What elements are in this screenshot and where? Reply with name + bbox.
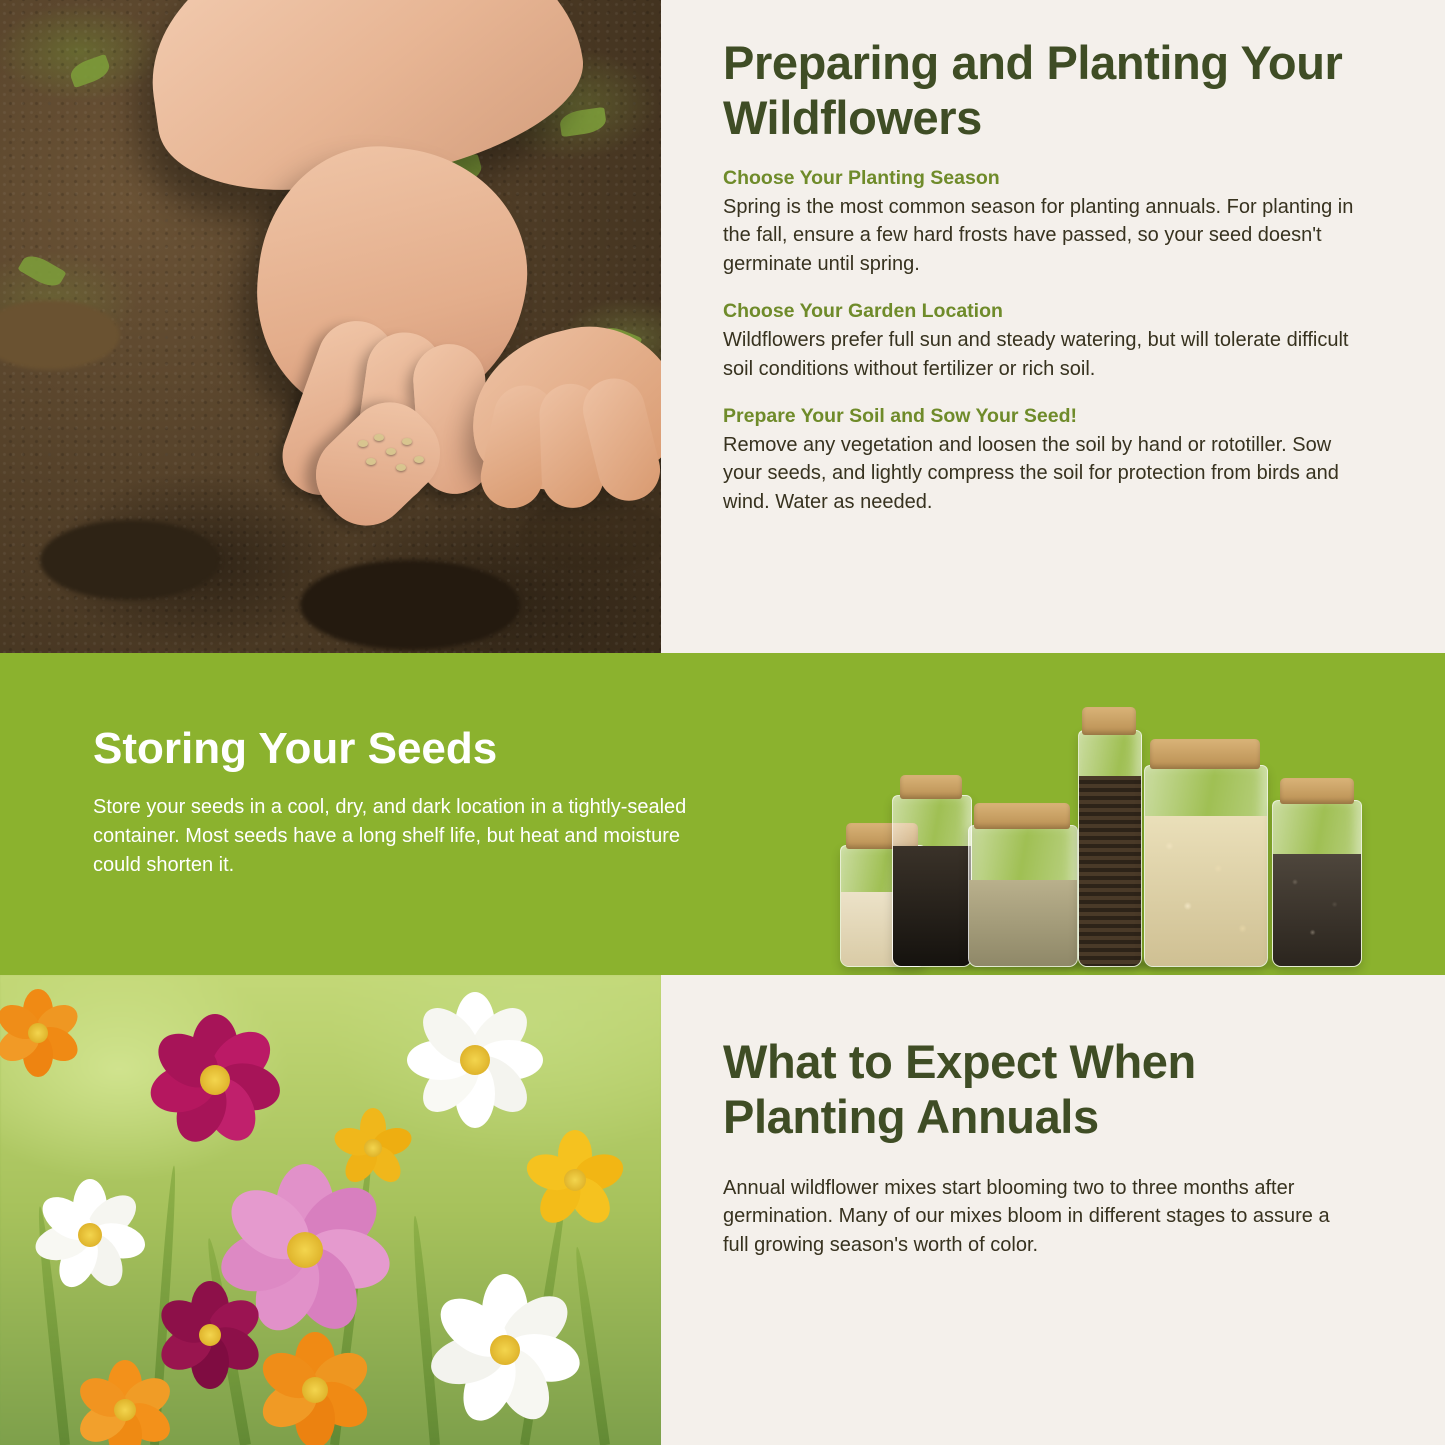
flower-center <box>114 1399 136 1421</box>
flower-yellow <box>520 1125 630 1235</box>
seed <box>358 440 368 447</box>
flower-center <box>78 1223 102 1247</box>
paragraph-planting-season: Spring is the most common season for planting annuals. For planting in the fall, ensure a few hard frosts have passed, so your seed doesn't germinate until spring. <box>723 196 1354 275</box>
flower-yellow <box>330 1105 416 1191</box>
section-storing-your-seeds <box>0 653 1445 975</box>
flower-center <box>28 1023 48 1043</box>
jar-contents <box>1273 854 1361 966</box>
planting-text-column <box>661 0 1445 653</box>
section-preparing-and-planting <box>0 0 1445 653</box>
flower-orange <box>0 985 86 1081</box>
flower-center <box>460 1045 490 1075</box>
seed <box>374 434 384 441</box>
jar-contents <box>1079 776 1141 966</box>
cork-stopper <box>1150 739 1260 769</box>
glass-jars-of-seeds-photo <box>820 707 1380 967</box>
cork-stopper <box>900 775 962 799</box>
soil-clod <box>300 560 520 650</box>
seed <box>414 456 424 463</box>
page-title: Preparing and Planting Your Wildflowers <box>723 36 1343 144</box>
subheading-garden-location: Choose Your Garden Location <box>723 300 1003 323</box>
seed <box>366 458 376 465</box>
paragraph-expect: Annual wildflower mixes start blooming two to three months after germination. Many of our mixes bloom in different stages to assure a full growing season's worth of color. <box>723 1177 1330 1256</box>
flower-deep-magenta <box>150 1275 270 1395</box>
jar-tall-tube-seeds <box>1078 730 1142 967</box>
section-title-expect: What to Expect When Planting Annuals <box>723 1035 1196 1143</box>
flower-magenta <box>140 1005 290 1155</box>
paragraph-prepare-soil: Remove any vegetation and loosen the soil by hand or rototiller. Sow your seeds, and lightly compress the soil for protection from birds and wind. Water as needed. <box>723 433 1339 513</box>
flower-center <box>199 1324 221 1346</box>
flower-center <box>200 1065 230 1095</box>
flower-center <box>364 1139 382 1157</box>
section-what-to-expect <box>0 975 1445 1445</box>
flower-white <box>420 1265 590 1435</box>
cork-stopper <box>1280 778 1354 804</box>
jar-pumpkin-seeds <box>1144 765 1268 967</box>
soil-clod <box>40 520 220 600</box>
jar-contents <box>893 846 971 966</box>
seed <box>396 464 406 471</box>
section-title-storing: Storing Your Seeds <box>93 724 498 773</box>
paragraph-garden-location: Wildflowers prefer full sun and steady watering, but will tolerate difficult soil conditions without fertilizer or rich soil. <box>723 329 1349 380</box>
flower-center <box>287 1232 323 1268</box>
cork-stopper <box>1082 707 1136 735</box>
flower-center <box>302 1377 328 1403</box>
subheading-prepare-soil: Prepare Your Soil and Sow Your Seed! <box>723 404 1077 427</box>
expect-text-column <box>661 975 1445 1445</box>
cork-stopper <box>974 803 1070 829</box>
jar-ground-seed <box>968 825 1078 967</box>
jar-contents <box>969 880 1077 966</box>
flower-white <box>30 1175 150 1295</box>
jar-black-seeds <box>892 795 972 967</box>
seeds-in-hand <box>352 430 442 490</box>
flower-white <box>400 985 550 1135</box>
soil-clod <box>520 500 661 570</box>
subheading-planting-season: Choose Your Planting Season <box>723 167 1000 190</box>
wildflower-meadow-photo <box>0 975 661 1445</box>
seed <box>386 448 396 455</box>
flower-center <box>564 1169 586 1191</box>
jar-contents <box>1145 816 1267 966</box>
hand-sowing-seeds-in-soil-photo <box>0 0 661 653</box>
jar-sunflower-seeds <box>1272 800 1362 967</box>
flower-center <box>490 1335 520 1365</box>
storing-text-column <box>93 725 733 880</box>
seed <box>402 438 412 445</box>
paragraph-storing: Store your seeds in a cool, dry, and dark location in a tightly-sealed container. Most seeds have a long shelf life, but heat and moisture could shorten it. <box>93 796 687 877</box>
